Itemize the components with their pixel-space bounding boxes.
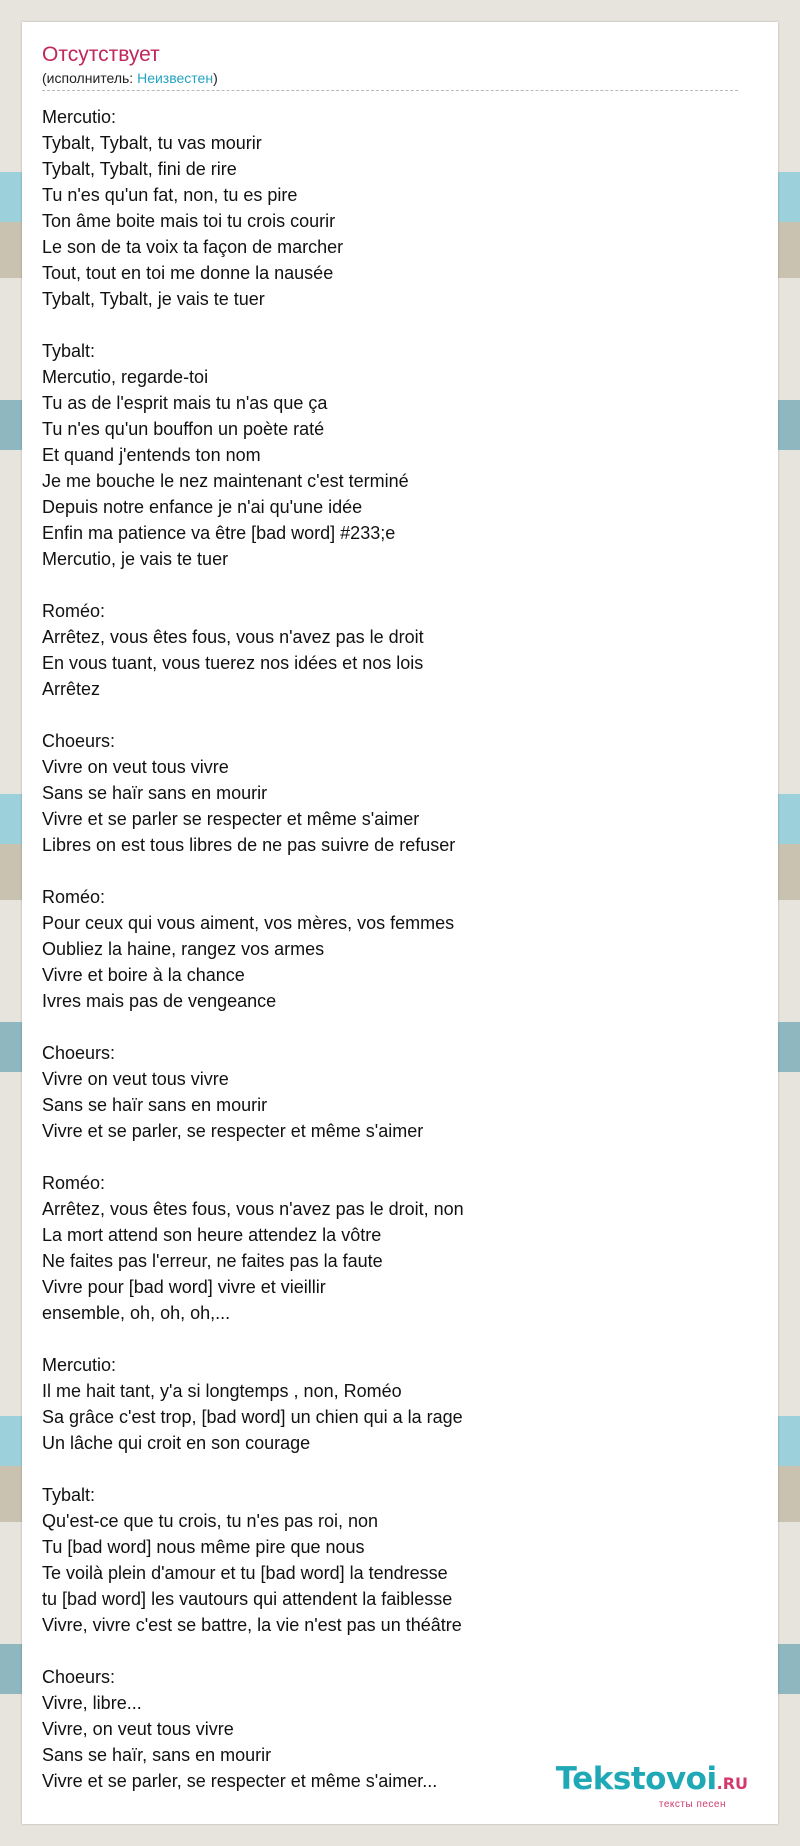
song-header (42, 42, 738, 87)
song-title: Отсутствует (42, 43, 160, 66)
lyrics-text: Mercutio: Tybalt, Tybalt, tu vas mourir Tybalt, Tybalt, fini de rire Tu n'es qu'un fat, non, tu es pire Ton âme boite mais toi tu crois courir Le son de ta voix ta façon de marcher Tout, tout en toi me donne la nausée Tybalt, Tybalt, je vais te tuer Tybalt: Mercutio, regarde-toi Tu as de l'esprit mais tu n'as que ça Tu n'es qu'un bouffon un poète raté Et quand j'entends ton nom Je me bouche le nez maintenant c'est terminé Depuis notre enfance je n'ai qu'une idée Enfin ma patience va être [bad word] #233;e Mercutio, je vais te tuer Roméo: Arrêtez, vous êtes fous, vous n'avez pas le droit En vous tuant, vous tuerez nos idées et nos lois Arrêtez Choeurs: Vivre on veut tous vivre Sans se haïr sans en mourir Vivre et se parler se respecter et même s'aimer Libres on est tous libres de ne pas suivre de refuser Roméo: Pour ceux qui vous aiment, vos mères, vos femmes Oubliez la haine, rangez vos armes Vivre et boire à la chance Ivres mais pas de vengeance Choeurs: Vivre on veut tous vivre Sans se haïr sans en mourir Vivre et se parler, se respecter et même s'aimer Roméo: Arrêtez, vous êtes fous, vous n'avez pas le droit, non La mort attend son heure attendez la vôtre Ne faites pas l'erreur, ne faites pas la faute Vivre pour [bad word] vivre et vieillir ensemble, oh, oh, oh,... Mercutio: Il me hait tant, y'a si longtemps , non, Roméo Sa grâce c'est trop, [bad word] un chien qui a la rage Un lâche qui croit en son courage Tybalt: Qu'est-ce que tu crois, tu n'es pas roi, non Tu [bad word] nous même pire que nous Te voilà plein d'amour et tu [bad word] la tendresse tu [bad word] les vautours qui attendent la faiblesse Vivre, vivre c'est se battre, la vie n'est pas un théâtre Choeurs: Vivre, libre... Vivre, on veut tous vivre Sans se haïr, sans en mourir Vivre et se parler, se respecter et même s'aimer... (42, 107, 464, 1791)
subtitle-prefix: (исполнитель: (42, 70, 138, 86)
artist-link[interactable]: Неизвестен (137, 70, 214, 86)
lyrics-card (22, 22, 778, 1824)
logo-tld: .RU (716, 1774, 748, 1793)
header-divider (42, 90, 738, 91)
logo-name: Tekstovoi (555, 1761, 717, 1797)
logo-wordmark (556, 1762, 748, 1801)
song-subtitle (42, 70, 738, 87)
site-logo[interactable] (556, 1762, 748, 1810)
subtitle-suffix: ) (213, 70, 218, 86)
logo-tagline: тексты песен (658, 1799, 726, 1810)
